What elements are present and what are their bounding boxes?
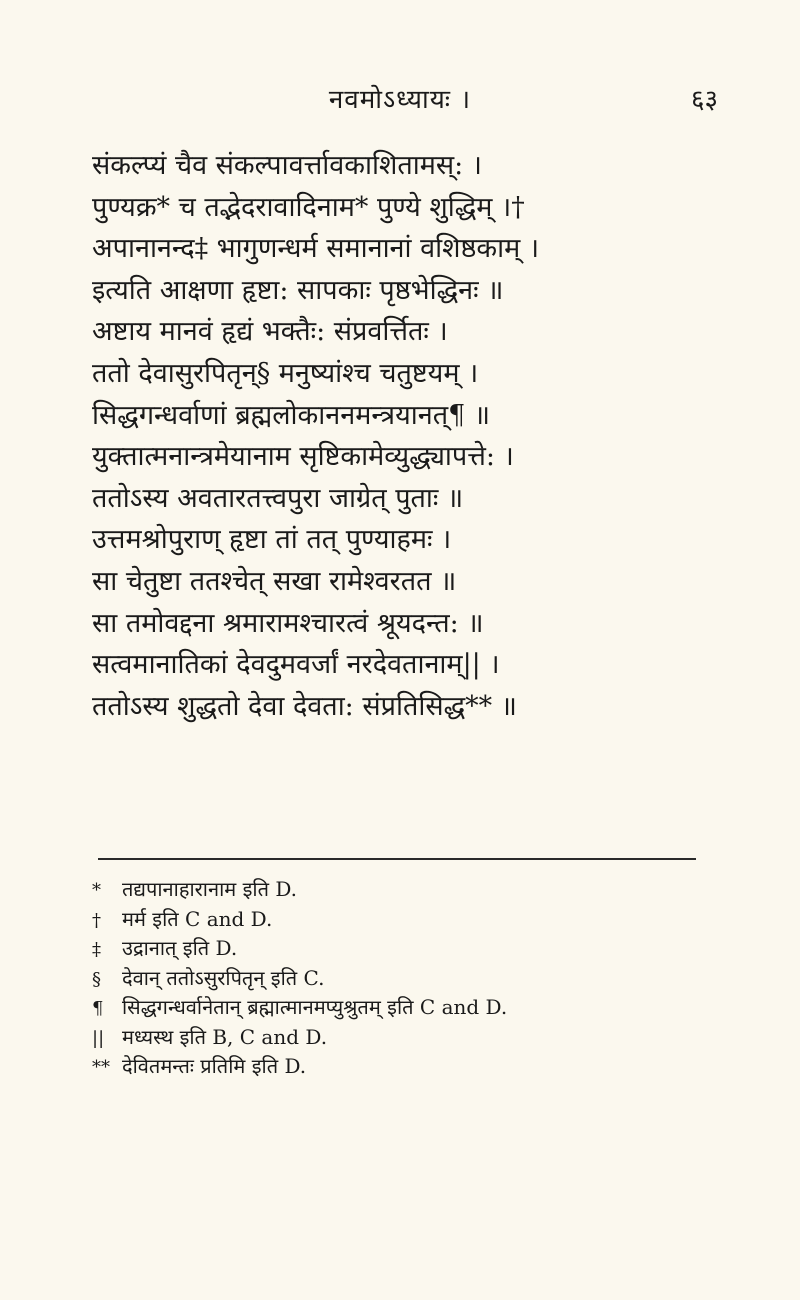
footnote-mark: ¶ xyxy=(92,998,104,1019)
footnote xyxy=(92,1023,732,1053)
footnote-text: सिद्धगन्धर्वानेतान् ब्रह्मात्मानमप्युश्रुतम् इति C and D. xyxy=(122,995,508,1019)
running-head xyxy=(0,80,800,120)
verse-line: इत्यति आक्षणा हृष्टा: सापकाः पृष्ठभेद्धिनः ॥ xyxy=(92,274,504,306)
footnote-separator-rule xyxy=(98,858,696,860)
verse-line: सिद्धगन्धर्वाणां ब्रह्मलोकाननमन्त्रयानत्¶ ॥ xyxy=(92,399,491,431)
footnote-mark: || xyxy=(92,1027,105,1049)
footnote-mark: § xyxy=(92,968,101,990)
footnote xyxy=(92,993,732,1023)
footnote-text: उद्रानात् इति D. xyxy=(122,936,238,960)
verse-line: ततोऽस्य शुद्धतो देवा देवता: संप्रतिसिद्ध** ॥ xyxy=(92,690,517,722)
footnote xyxy=(92,934,732,964)
footnote xyxy=(92,964,732,994)
verse-line: युक्तात्मनान्त्रमेयानाम सृष्टिकामेव्युद्ध्यापत्ते: । xyxy=(92,441,514,473)
page-number: ६३ xyxy=(690,85,718,115)
verse-line: सत्वमानातिकां देवदुमवर्जां नरदेवतानाम्|| । xyxy=(92,649,500,681)
verse-line: संकल्प्यं चैव संकल्पावर्त्तावकाशितामस्: । xyxy=(92,150,483,181)
verse-line: अपानानन्द‡ भागुणन्धर्म समानानां वशिष्ठकाम् । xyxy=(92,233,540,265)
footnote-text: देवान् ततोऽसुरपितृन् इति C. xyxy=(122,965,325,990)
footnote xyxy=(92,875,732,905)
verse-line: सा तमोवद्दना श्रमारामश्चारत्वं श्रूयदन्त: ॥ xyxy=(92,607,484,639)
verse-line: ततोऽस्य अवतारतत्त्वपुरा जाग्रेत् पुताः ॥ xyxy=(92,482,464,514)
footnote-mark: * xyxy=(92,880,101,901)
footnote xyxy=(92,905,732,935)
verse-line: पुण्यक्र* च तद्भेदरावादिनाम* पुण्ये शुद्धिम् ।† xyxy=(92,191,525,223)
footnote-text: मर्म इति C and D. xyxy=(122,906,273,931)
footnote-text: मध्यस्थ इति B, C and D. xyxy=(122,1024,328,1049)
verse-line: अष्टाय मानवं हृद्यं भक्तैः: संप्रवर्त्तितः । xyxy=(92,316,448,348)
verse-block xyxy=(92,145,732,727)
chapter-title: नवमोऽध्यायः । xyxy=(328,85,472,115)
footnote xyxy=(92,1052,732,1082)
footnote-text: तद्यपानाहारानाम इति D. xyxy=(122,877,298,901)
verse-line: ततो देवासुरपितृन्§ मनुष्यांश्च चतुष्टयम् । xyxy=(92,357,479,389)
footnote-mark: ‡ xyxy=(92,939,101,960)
footnote-mark: ** xyxy=(92,1057,110,1078)
footnote-mark: † xyxy=(92,909,101,931)
footnotes xyxy=(92,875,732,1082)
verse-line: सा चेतुष्टा ततश्चेत् सखा रामेश्वरतत ॥ xyxy=(92,565,457,597)
verse-line: उत्तमश्रोपुराण् हृष्टा तां तत् पुण्याहमः । xyxy=(92,524,452,556)
footnote-text: देवितमन्तः प्रतिमि इति D. xyxy=(122,1054,307,1078)
